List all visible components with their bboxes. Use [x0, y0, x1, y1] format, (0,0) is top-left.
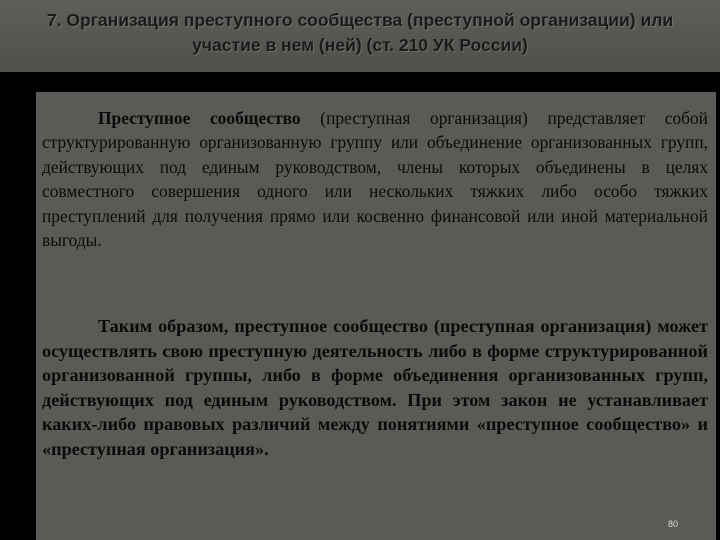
conclusion-paragraph: Таким образом, преступное сообщество (преступная организация) может осуществлять свою преступную деятельность либо в форме структурированной организованной группы, либо в форме объединения организованных групп, действующих под единым руководством. При этом закон не устанавливает каких-либо правовых различий между понятиями «преступное сообщество» и «преступная организация».: [42, 316, 708, 459]
page-number: 80: [668, 519, 679, 529]
definition-text: (преступная организация) представляет собой структурированную организованную группу или объединение организованных групп, действующих под единым руководством, члены которых объединены в целях совместного совершения одного или нескольких тяжких либо особо тяжких преступлений для получения прямо или косвенно финансовой или иной материальной выгоды.: [42, 108, 708, 251]
definition-paragraph: [42, 106, 708, 252]
slide-header: [0, 0, 720, 72]
slide-title: 7. Организация преступного сообщества (преступной организации) или участие в нем (ней) (ст. 210 УК России): [46, 10, 674, 55]
definition-term: Преступное сообщество: [98, 108, 301, 128]
